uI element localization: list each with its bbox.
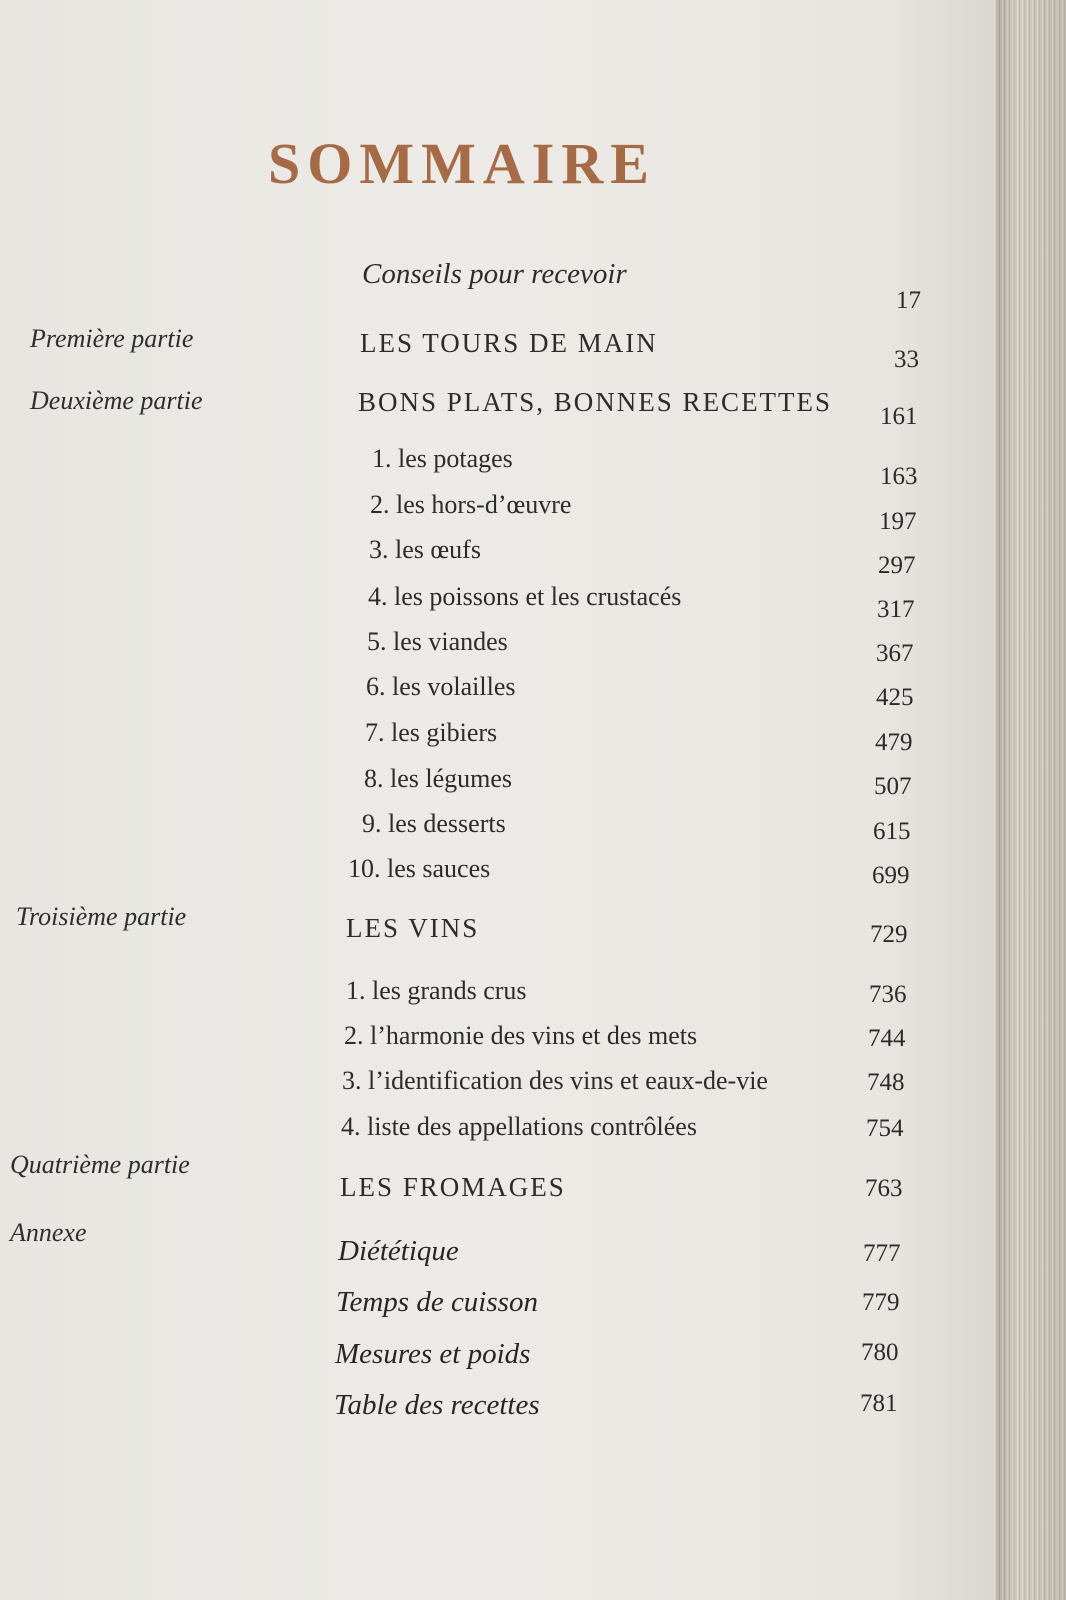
toc-item: 3. l’identification des vins et eaux-de-vie (342, 1066, 768, 1095)
page-title: SOMMAIRE (268, 131, 656, 196)
toc-page: 163 (880, 463, 918, 490)
toc-page: 615 (873, 818, 911, 845)
toc-page: 754 (866, 1115, 904, 1142)
book-page-edges (996, 0, 1066, 1600)
intro-page: 17 (896, 287, 921, 314)
toc-item: 1. les potages (372, 444, 513, 473)
part-4-page: 763 (865, 1175, 903, 1202)
annex-page: 779 (862, 1289, 900, 1316)
intro-label: Conseils pour recevoir (362, 258, 627, 290)
annex-label: Annexe (10, 1218, 87, 1247)
annex-item: Table des recettes (334, 1389, 540, 1421)
toc-page: 736 (869, 981, 907, 1008)
toc-page: 425 (876, 684, 914, 711)
toc-page: 507 (874, 773, 912, 800)
annex-page: 780 (861, 1339, 899, 1366)
part-2-label: Deuxième partie (30, 386, 203, 415)
toc-item: 7. les gibiers (365, 718, 498, 747)
toc-item: 8. les légumes (364, 764, 513, 793)
part-4-heading: LES FROMAGES (340, 1172, 566, 1202)
toc-item: 4. les poissons et les crustacés (368, 582, 682, 611)
part-1-label: Première partie (30, 324, 194, 353)
toc-page: 699 (872, 862, 910, 889)
annex-page: 781 (860, 1390, 898, 1417)
toc-item: 2. l’harmonie des vins et des mets (344, 1021, 698, 1050)
toc-page: 317 (877, 596, 915, 623)
toc-page: 744 (868, 1025, 906, 1052)
toc-item: 2. les hors-d’œuvre (370, 490, 572, 519)
toc-item: 5. les viandes (367, 627, 508, 656)
annex-item: Mesures et poids (335, 1338, 531, 1370)
toc-item: 1. les grands crus (346, 976, 527, 1005)
annex-page: 777 (863, 1240, 901, 1267)
toc-page: 297 (878, 552, 916, 579)
part-3-label: Troisième partie (16, 902, 187, 931)
part-3-heading: LES VINS (346, 913, 480, 943)
toc-item: 10. les sauces (348, 854, 491, 883)
page-edge-shadow (996, 0, 1066, 1600)
part-2-page: 161 (880, 403, 918, 430)
toc-item: 4. liste des appellations contrôlées (341, 1112, 697, 1141)
toc-item: 9. les desserts (362, 809, 506, 838)
toc-page: 479 (875, 729, 913, 756)
toc-item: 3. les œufs (369, 535, 481, 564)
part-4-label: Quatrième partie (10, 1150, 190, 1179)
toc-page: 197 (879, 508, 917, 535)
part-3-page: 729 (870, 921, 908, 948)
annex-item: Temps de cuisson (336, 1286, 538, 1318)
part-1-heading: LES TOURS DE MAIN (360, 328, 658, 358)
part-2-heading: BONS PLATS, BONNES RECETTES (358, 387, 833, 417)
part-1-page: 33 (894, 346, 919, 373)
toc-page: 748 (867, 1069, 905, 1096)
annex-item: Diététique (338, 1235, 459, 1267)
toc-page: 367 (876, 640, 914, 667)
toc-item: 6. les volailles (366, 672, 516, 701)
